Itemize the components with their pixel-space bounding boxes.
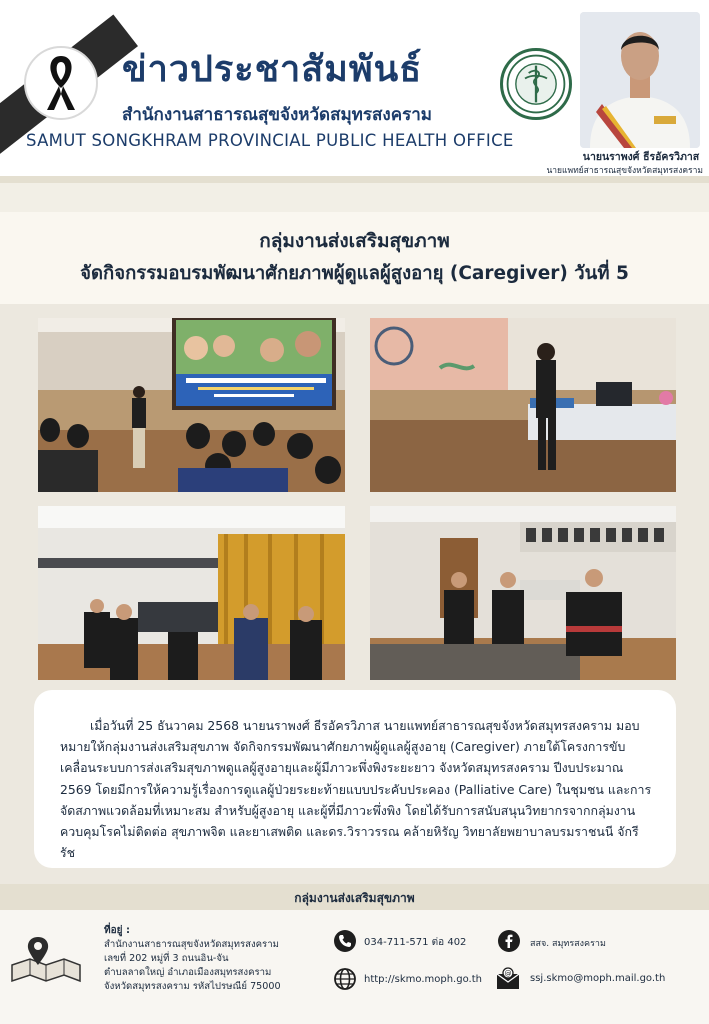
map-pin-icon bbox=[8, 935, 84, 983]
phone-number[interactable]: 034-711-571 ต่อ 402 bbox=[364, 937, 467, 948]
official-title: นายแพทย์สาธารณสุขจังหวัดสมุทรสงคราม bbox=[546, 166, 703, 176]
photo-lecture-hall bbox=[38, 318, 345, 492]
photo-speaker-stage bbox=[370, 318, 676, 492]
mourning-ribbon-icon bbox=[42, 52, 80, 114]
address-line-2: เลขที่ 202 หมู่ที่ 3 ถนนอิน-จัน bbox=[104, 953, 229, 964]
news-body-card bbox=[34, 690, 676, 868]
office-name-th: สำนักงานสาธารณสุขจังหวัดสมุทรสงคราม bbox=[122, 105, 432, 125]
page-title: ข่าวประชาสัมพันธ์ bbox=[122, 48, 423, 90]
header-divider bbox=[0, 176, 709, 183]
address-label: ที่อยู่ : bbox=[104, 925, 130, 936]
facebook-page[interactable]: สสจ. สมุทรสงคราม bbox=[530, 939, 606, 949]
topic-group: กลุ่มงานส่งเสริมสุขภาพ bbox=[259, 230, 450, 252]
phone-icon bbox=[333, 929, 357, 953]
office-name-en: SAMUT SONGKHRAM PROVINCIAL PUBLIC HEALTH OFFICE bbox=[26, 131, 514, 150]
footer-group-title: กลุ่มงานส่งเสริมสุขภาพ bbox=[0, 884, 709, 910]
facebook-icon bbox=[497, 929, 521, 953]
official-portrait bbox=[580, 12, 700, 148]
news-body-text: เมื่อวันที่ 25 ธันวาคม 2568 นายนราพงศ์ ธีรอัครวิภาส นายแพทย์สาธารณสุขจังหวัดสมุทรสงคราม มอบหมายให้กลุ่มงานส่งเสริมสุขภาพ จัดกิจกรรมพัฒนาศักยภาพผู้ดูแลผู้สูงอายุ (Caregiver) ภายใต้โครงการขับเคลื่อนระบบการส่งเสริมสุขภาพดูแลผู้สูงอายุและผู้มีภาวะพึ่งพิงระยะยาว จังหวัดสมุทรสงคราม ปีงบประมาณ 2569 โดยมีการให้ความรู้เรื่องการดูแลผู้ป่วยระยะท้ายแบบประคับประคอง (Palliative Care) ในชุมชน และการจัดสภาพแวดล้อมที่เหมาะสม สำหรับผู้สูงอายุ และผู้ที่มีภาวะพึ่งพิง โดยได้รับการสนับสนุนวิทยากรจากกลุ่มงานควบคุมโรคไม่ติดต่อ สุขภาพจิต และยาเสพติด และดร.วิราวรรณ คล้ายหิรัญ วิทยาลัยพยาบาลบรมราชนนี จักรีรัช bbox=[60, 718, 652, 861]
address-line-4: จังหวัดสมุทรสงคราม รหัสไปรษณีย์ 75000 bbox=[104, 981, 281, 992]
email-address[interactable]: ssj.skmo@moph.mail.go.th bbox=[530, 973, 666, 984]
address-line-3: ตำบลลาดใหญ่ อำเภอเมืองสมุทรสงคราม bbox=[104, 967, 272, 978]
photo-participants-speaking bbox=[370, 506, 676, 680]
photo-group-standing bbox=[38, 506, 345, 680]
official-name: นายนราพงศ์ ธีรอัครวิภาส bbox=[582, 151, 700, 163]
svg-text:@: @ bbox=[504, 969, 512, 978]
email-icon bbox=[496, 967, 520, 991]
topic-headline: จัดกิจกรรมอบรมพัฒนาศักยภาพผู้ดูแลผู้สูงอายุ (Caregiver) วันที่ 5 bbox=[80, 263, 629, 284]
website-link[interactable]: http://skmo.moph.go.th bbox=[364, 974, 482, 985]
globe-icon bbox=[333, 967, 357, 991]
address-line-1: สำนักงานสาธารณสุขจังหวัดสมุทรสงคราม bbox=[104, 939, 279, 950]
header bbox=[0, 0, 709, 183]
moph-logo-icon bbox=[500, 48, 572, 120]
